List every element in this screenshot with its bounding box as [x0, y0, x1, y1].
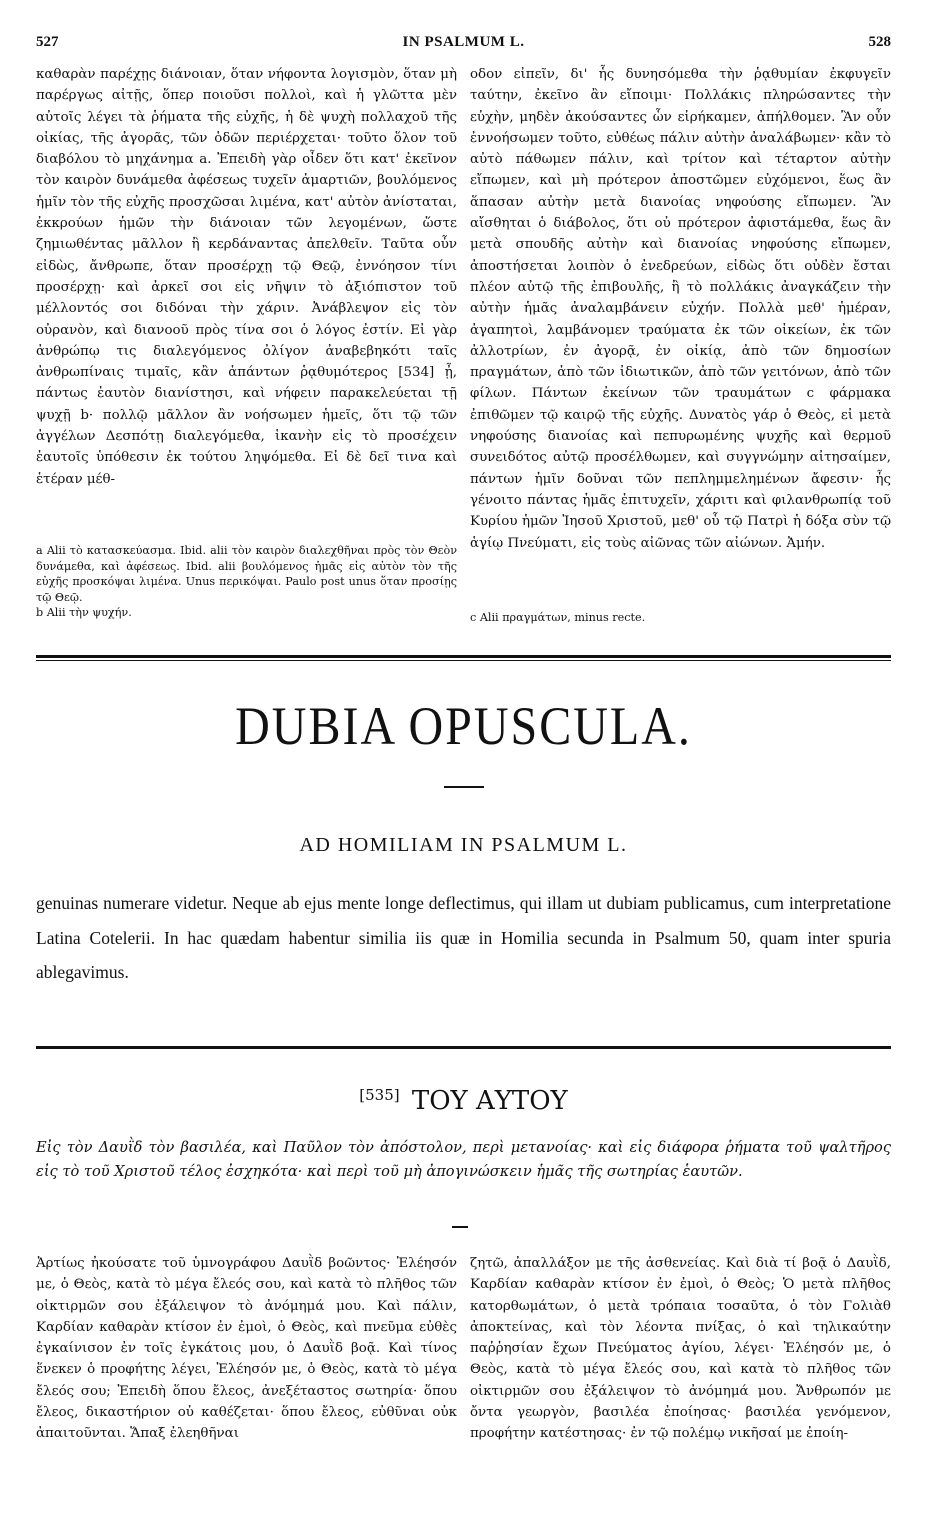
homily-description-text: Εἰς τὸν Δαυῒδ τὸν βασιλέα, καὶ Παῦλον τὸν ἀπόστολον, περὶ μετανοίας· καὶ εἰς διάφορα ῥήματα τοῦ ψαλτῆρος εἰς τὸ τοῦ Χριστοῦ τέλος ἐσχηκότα· καὶ περὶ τοῦ μὴ ἀπογινώσκειν ἡμᾶς τῆς σωτηρίας ἑαυτῶν.: [36, 1139, 891, 1180]
footnotes-right: [470, 610, 891, 626]
top-left-text: καθαρὰν παρέχῃς διάνοιαν, ὅταν νήφοντα λογισμὸν, ὅταν μὴ παρέργως αἰτῇς, ὅπερ ποιοῦσι πολλοὶ, καὶ ἡ γλῶττα μὲν αὐτοῖς λέγει τὰ ῥήματα τῆς εὐχῆς, ἡ δὲ ψυχὴ πολλαχοῦ τῆς οἰκίας, τῆς ἀγορᾶς, τῶν ὁδῶν περιέρχεται· τοῦτο ὅλον τοῦ διαβόλου τὸ μηχάνημα a. Ἐπειδὴ γὰρ οἶδεν ὅτι κατ' ἐκεῖνον τὸν καιρὸν δυνάμεθα ἀφέσεως τυχεῖν ἁμαρτιῶν, βουλόμενος ἡμῖν τὸν τῆς εὐχῆς προσχῶσαι λιμένα, κατ' αὐτὸν ἀνίσταται, ἐκκρούων ἡμῶν τὴν διάνοιαν τῶν λεγομένων, ὥστε ζημιωθέντας μᾶλλον ἢ κερδάναντας ἀπελθεῖν. Ταῦτα οὖν εἰδὼς, ἄνθρωπε, ὅταν προσέρχῃ τῷ Θεῷ, ἐννόησον τίνι προσέρχῃ· καὶ ἀρκεῖ σοι εἰς νῆψιν τὸ ἀξιόπιστον τοῦ μέλλοντός σοι διδόναι τὴν χάριν. Ἀνάβλεψον εἰς τὸν οὐρανὸν, καὶ διανοοῦ πρὸς τίνα σοι ὁ λόγος ἐστίν. Εἰ γὰρ ἀνθρώπῳ τις διαλεγόμενος ὀλίγον ἀναβεβηκότι ταῖς ἀνθρωπίναις τιμαῖς, κἂν ἁπάντων ῥᾳθυμότερος [534] ᾖ, πάντως ἑαυτὸν διανίστησι, καὶ νήφειν παρακελεύεται τῇ ψυχῇ b· πολλῷ μᾶλλον ἂν νοήσωμεν ἡμεῖς, ὅτι τῷ τῶν ἀγγέλων Δεσπότῃ διαλεγόμεθα, ἱκανὴν εἰς τὸ προσέχειν ἑαυτοῖς ὑπόθεσιν ἐκ τούτου ληψόμεθα. Εἰ δὲ δεῖ τινα καὶ ἑτέραν μέθ-: [36, 67, 457, 487]
section-title: DUBIA OPUSCULA.: [235, 697, 692, 757]
page-marker: [535]: [359, 1086, 400, 1104]
page-number-left: 527: [36, 34, 59, 50]
heading-dash: [452, 1226, 468, 1228]
running-title: IN PSALMUM L.: [402, 34, 525, 50]
section-divider: [36, 1046, 891, 1049]
bottom-right-text: ζητῶ, ἀπαλλάξον με τῆς ἀσθενείας. Καὶ διὰ τί βοᾷ ὁ Δαυῒδ, Καρδίαν καθαρὰν κτίσον ἐν ἐμοὶ, ὁ Θεὸς; Ὁ μετὰ πλῆθος κατορθωμάτων, ὁ μετὰ τρόπαια τοσαῦτα, ὁ τὸν Γολιὰθ ἀποκτείνας, καὶ τὸν λέοντα πνίξας, ὁ καὶ τηλικαύτην παῤῥησίαν ἔχων Πνεύματος ἁγίου, λέγει· Ἐλέησόν με, ὁ Θεὸς, κατὰ τὸ μέγα ἔλεός σου, καὶ κατὰ τὸ πλῆθος τῶν οἰκτιρμῶν σου ἐξάλειψον τὸ ἀνόμημά μου. Ἄνθρωπόν με ὄντα γεωργὸν, βασιλέα ἐποίησας· βασιλέα γενόμενον, προφήτην κατέστησας· ἐν τῷ πολέμῳ νικῆσαί με ἐποίη-: [470, 1256, 891, 1442]
top-right-column: [470, 64, 891, 554]
homily-heading: [36, 1086, 891, 1116]
footnote-c: c Alii πραγμάτων, minus recte.: [470, 611, 646, 624]
footnotes-left: [36, 543, 457, 621]
top-left-column: [36, 64, 457, 490]
homily-title: ΤΟΥ ΑΥΤΟΥ: [411, 1086, 568, 1116]
footnote-a: a Alii τὸ κατασκεύασμα. Ibid. alii τὸν καιρὸν διαλεχθῆναι πρὸς τὸν Θεὸν δυνάμεθα, καὶ ἀφέσεως. Ibid. alii βουλόμενος ἡμᾶς εἰς αὐτὸν τὸν τῆς εὐχῆς προσκόψαι λιμένα. Unus περικόψαι. Paulo post unus ὅταν προσίῃς τῷ Θεῷ.: [36, 544, 457, 604]
intro-text: genuinas numerare videtur. Neque ab ejus mente longe deflectimus, qui illam ut dubiam publicamus, cum interpretatione Latina Cotelerii. In hac quædam habentur similia iis quæ in Homilia secunda in Psalmum 50, quam inter spuria ablegavimus.: [36, 893, 891, 982]
subtitle: AD HOMILIAM IN PSALMUM L.: [299, 834, 628, 856]
bottom-left-text: Ἀρτίως ἠκούσατε τοῦ ὑμνογράφου Δαυῒδ βοῶντος· Ἐλέησόν με, ὁ Θεὸς, κατὰ τὸ μέγα ἔλεός σου, καὶ κατὰ τὸ πλῆθος τῶν οἰκτιρμῶν σου ἐξάλειψον τὸ ἀνόμημά μου. Καὶ πάλιν, Καρδίαν καθαρὰν κτίσον ἐν ἐμοὶ, ὁ Θεὸς, καὶ πνεῦμα εὐθὲς ἐγκαίνισον ἐν τοῖς ἐγκάτοις μου, ὁ Δαυῒδ βοᾷ. Καὶ τίνος ἕνεκεν ὁ προφήτης λέγει, Ἐλέησόν με, ὁ Θεὸς, κατὰ τὸ μέγα ἔλεός σου; Ἐπειδὴ ὅπου ἔλεος, ἀνεξέταστος σωτηρία· ὅπου ἔλεος, δικαστήριον οὐ καθέζεται· ὅπου ἔλεος, εὐθῦναι οὐκ ἀπαιτοῦνται. Ἅπαξ ἐλεηθῆναι: [36, 1256, 457, 1442]
title-underline: [444, 786, 484, 788]
footnote-b: b Alii τὴν ψυχήν.: [36, 606, 132, 620]
homily-description: [36, 1136, 891, 1184]
page-number-right: 528: [868, 34, 891, 50]
top-right-text: οδον εἰπεῖν, δι' ἧς δυνησόμεθα τὴν ῥᾳθυμίαν ἐκφυγεῖν ταύτην, ἐκεῖνο ἂν εἴποιμι· Πολλάκις πληρώσαντες τὴν εὐχὴν, μηδὲν ἀκούσαντες ὧν εἰρήκαμεν, ἀπήλθομεν. Ἂν οὖν ἐννοήσωμεν τοῦτο, εὐθέως πάλιν αὐτὴν ἀναλάβωμεν· κἂν τὸ αὐτὸ πάθωμεν πάλιν, καὶ τρίτον καὶ τέταρτον αὐτὴν εἴπωμεν, καὶ μὴ πρότερον ἀποστῶμεν εὐχόμενοι, ἕως ἂν ἅπασαν αὐτὴν μετὰ διανοίας νηφούσης εἴπωμεν. Ἂν αἴσθηται ὁ διάβολος, ὅτι οὐ πρότερον ἀφιστάμεθα, ἕως ἂν μετὰ σπουδῆς αὐτὴν καὶ διανοίας νηφούσης εἴπωμεν, ἀποστήσεται λοιπὸν ὁ ἐνεδρεύων, εἰδὼς ὅτι οὐδὲν ἔσται πλέον αὐτῷ τῆς ἐπιβουλῆς, ἢ τὸ πολλάκις ἀναγκάζειν τὴν αὐτὴν ἡμᾶς ἀναλαμβάνειν εὐχήν. Πολλὰ μεθ' ἡμέραν, ἀγαπητοὶ, λαμβάνομεν τραύματα ἐκ τῶν οἰκείων, ἐκ τῶν ἀλλοτρίων, ἐν ἀγορᾷ, ἐν οἰκίᾳ, ἀπὸ τῶν δημοσίων πραγμάτων, ἀπὸ τῶν ἰδιωτικῶν, ἀπὸ τῶν γειτόνων, ἀπὸ τῶν φίλων. Πάντων ἐκείνων τῶν τραυμάτων c φάρμακα ἐπιθῶμεν τῷ καιρῷ τῆς εὐχῆς. Δυνατὸς γάρ ὁ Θεὸς, εἰ μετὰ νηφούσης διανοίας καὶ πεπυρωμένης ψυχῆς καὶ θερμοῦ συνειδότος αὐτῷ προσέλθωμεν, καὶ συγγνώμην αἰτησαίμεν, πάντων ἡμῖν δοῦναι τῶν πεπλημμελημένων ἄφεσιν· ἧς γένοιτο πάντας ἡμᾶς ἐπιτυχεῖν, χάριτι καὶ φιλανθρωπίᾳ τοῦ Κυρίου ἡμῶν Ἰησοῦ Χριστοῦ, μεθ' οὗ τῷ Πατρὶ ἡ δόξα σὺν τῷ ἁγίῳ Πνεύματι, εἰς τοὺς αἰῶνας τῶν αἰώνων. Ἀμήν.: [470, 67, 891, 551]
bottom-right-column: [470, 1253, 891, 1445]
running-head: [36, 34, 891, 56]
bottom-left-column: [36, 1253, 457, 1445]
section-divider-double: [36, 655, 891, 663]
intro-paragraph: [36, 886, 891, 990]
